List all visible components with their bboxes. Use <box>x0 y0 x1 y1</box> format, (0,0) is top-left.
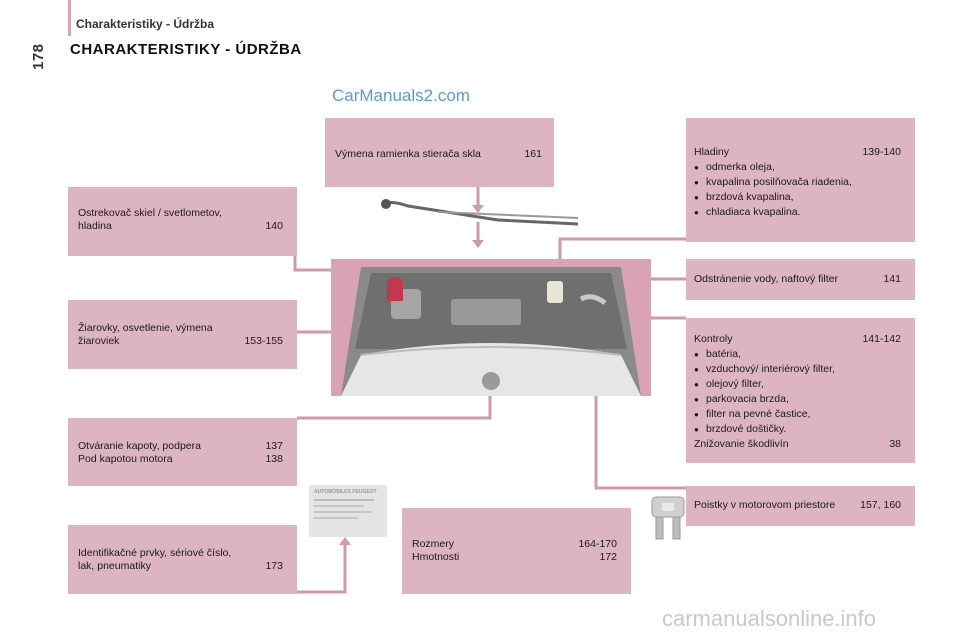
dims-page-2: 172 <box>599 551 617 563</box>
box-fluids <box>686 118 915 242</box>
bulbs-label-1: Žiarovky, osvetlenie, výmena <box>78 322 213 334</box>
fuses-page: 157, 160 <box>860 499 901 511</box>
checks-footer-label: Znižovanie škodlivín <box>694 438 789 450</box>
bonnet-label-2: Pod kapotou motora <box>78 453 173 465</box>
checks-label: Kontroly <box>694 333 733 345</box>
box-bulbs <box>68 300 297 369</box>
washer-label-1: Ostrekovač skiel / svetlometov, <box>78 207 222 219</box>
vin-plate-illustration <box>309 485 387 537</box>
fluids-label: Hladiny <box>694 146 730 158</box>
list-item: ● batéria, <box>694 348 901 361</box>
checks-page: 141-142 <box>862 333 901 345</box>
section-title: Charakteristiky - Údržba <box>76 17 215 31</box>
watermark-top: CarManuals2.com <box>332 86 470 105</box>
bonnet-page-1: 137 <box>265 440 283 452</box>
list-item: ● odmerka oleja, <box>694 161 901 174</box>
box-bonnet <box>68 418 297 486</box>
water-page: 141 <box>883 273 901 285</box>
bonnet-label-1: Otváranie kapoty, podpera <box>78 440 201 452</box>
box-fuses <box>686 486 915 526</box>
list-item: ● chladiaca kvapalina. <box>694 206 901 219</box>
page-title: CHARAKTERISTIKY - ÚDRŽBA <box>70 41 302 58</box>
checks-footer-page: 38 <box>889 438 901 450</box>
list-item: ● vzduchový/ interiérový filter, <box>694 363 901 376</box>
fluids-page: 139-140 <box>862 146 901 158</box>
bulbs-label-2: žiaroviek <box>78 335 120 347</box>
fluids-list <box>694 161 901 219</box>
list-item: ● parkovacia brzda, <box>694 393 901 406</box>
wiper-blade-illustration <box>378 196 583 228</box>
wiper-label: Výmena ramienka stierača skla <box>335 148 481 160</box>
bulbs-page: 153-155 <box>244 335 283 347</box>
vin-plate-heading: AUTOMOBILES PEUGEOT <box>314 489 377 495</box>
list-item: ● brzdová kvapalina, <box>694 191 901 204</box>
fuse-icon <box>650 495 686 541</box>
fuses-label: Poistky v motorovom priestore <box>694 499 836 511</box>
checks-list <box>694 348 901 436</box>
water-label: Odstránenie vody, naftový filter <box>694 273 838 285</box>
ident-page: 173 <box>265 560 283 572</box>
dims-label-1: Rozmery <box>412 538 455 550</box>
box-washer <box>68 187 297 256</box>
page-number: 178 <box>30 43 47 70</box>
list-item: ● brzdové doštičky. <box>694 423 901 436</box>
bonnet-page-2: 138 <box>265 453 283 465</box>
washer-page: 140 <box>265 220 283 232</box>
list-item: ● olejový filter, <box>694 378 901 391</box>
box-checks <box>686 318 915 463</box>
list-item: ● kvapalina posilňovača riadenia, <box>694 176 901 189</box>
watermark-footer: carmanualsonline.info <box>662 606 877 631</box>
wiper-page: 161 <box>524 148 542 160</box>
washer-label-2: hladina <box>78 220 112 232</box>
dims-page-1: 164-170 <box>578 538 617 550</box>
box-dimensions <box>402 508 631 594</box>
engine-bay-image <box>331 259 651 396</box>
box-identification <box>68 525 297 594</box>
connector-ident <box>297 545 345 592</box>
box-wiper <box>325 118 554 187</box>
ident-label-2: lak, pneumatiky <box>78 560 151 572</box>
ident-label-1: Identifikačné prvky, sériové číslo, <box>78 547 232 559</box>
list-item: ● filter na pevné častice, <box>694 408 901 421</box>
box-water-filter <box>686 259 915 300</box>
dims-label-2: Hmotnosti <box>412 551 460 563</box>
